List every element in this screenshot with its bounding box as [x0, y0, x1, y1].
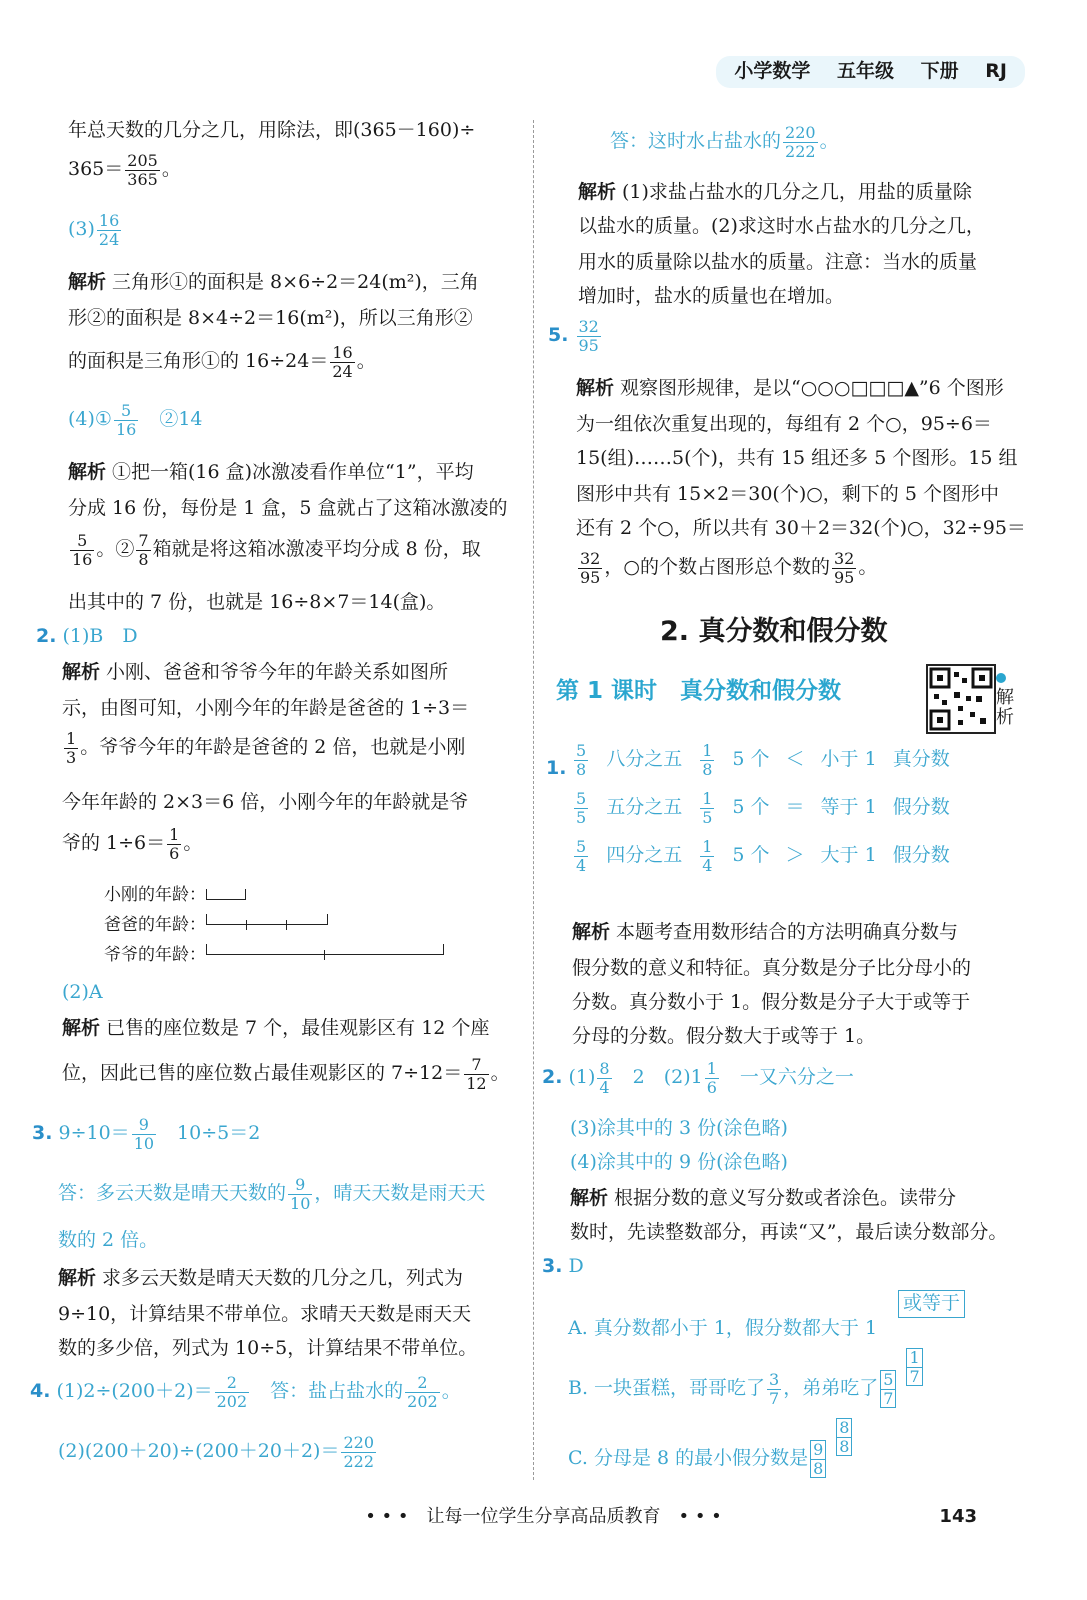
analysis: 解析 (1)求盐占盐水的几分之几，用盐的质量除: [578, 181, 972, 203]
analysis: 解析 小刚、爸爸和爷爷今年的年龄关系如图所: [62, 661, 449, 683]
analysis: 解析 本题考查用数形结合的方法明确真分数与: [572, 921, 959, 943]
option-b: B. 一块蛋糕，哥哥吃了 $\frac{3}{7}$ ，弟弟吃了 $\frac{5}{7}$ $\frac{1}{7}$: [568, 1370, 925, 1408]
line: 分成 16 份，每份是 1 盒，5 盒就占了这箱冰激凌的: [68, 497, 508, 519]
line: 示，由图可知，小刚今年的年龄是爸爸的 1÷3＝: [62, 697, 470, 719]
answer: (4)① $\frac{5}{16}$ ②14: [68, 401, 203, 439]
line: 9÷10，计算结果不带单位。求晴天天数是雨天天: [58, 1303, 472, 1325]
analysis: 解析 ①把一箱(16 盒)冰激凌看作单位“1”，平均: [68, 461, 474, 483]
line: $\frac{1}{3}$ 。爷爷今年的年龄是爸爸的 2 倍，也就是小刚: [66, 729, 466, 767]
analysis: 解析 求多云天数是晴天天数的几分之几，列式为: [58, 1267, 464, 1289]
line: 出其中的 7 份，也就是 16÷8×7＝14(盒)。: [68, 591, 446, 613]
question-1-number: 1.: [546, 757, 567, 779]
fraction-table: [572, 742, 966, 874]
line: 数时，先读整数部分，再读“又”，最后读分数部分。: [570, 1221, 1008, 1243]
qr-code-icon[interactable]: [926, 664, 996, 734]
table-row: $\frac{5}{5}$ 五分之五 $\frac{1}{5}$ 5 个 ＝ 等于 1 假分数: [576, 789, 950, 827]
line: 爷的 1÷6＝ $\frac{1}{6}$ 。: [62, 825, 203, 863]
footer-slogan: • • • 让每一位学生分享高品质教育 • • •: [365, 1506, 722, 1527]
line: 形②的面积是 8×4÷2＝16(m²)，所以三角形②: [68, 307, 473, 329]
table-row: $\frac{5}{8}$ 八分之五 $\frac{1}{8}$ 5 个 ＜ 小于 1 真分数: [576, 741, 950, 779]
answer: (3) $\frac{16}{24}$: [68, 211, 120, 249]
page-number: 143: [939, 1506, 977, 1527]
analysis: 解析 已售的座位数是 7 个，最佳观影区有 12 个座: [62, 1017, 490, 1039]
question-2: 2. (1)B D: [36, 625, 138, 647]
question-3-right: 3. D: [542, 1255, 584, 1277]
question-2-right: 2. (1) $\frac{8}{4}$ 2 (2)1 $\frac{1}{6}$ 一又六分之一: [542, 1059, 854, 1097]
analysis: 解析 根据分数的意义写分数或者涂色。读带分: [570, 1187, 957, 1209]
header-volume: 下册: [920, 60, 959, 82]
line: 年总天数的几分之几，用除法，即(365－160)÷: [68, 119, 476, 141]
answer: 数的 2 倍。: [58, 1229, 159, 1251]
line: 为一组依次重复出现的，每组有 2 个○，95÷6＝: [576, 413, 992, 435]
line: $\frac{32}{95}$ ，○的个数占图形总个数的 $\frac{32}{95}$ 。: [580, 549, 878, 587]
line: 还有 2 个○，所以共有 30＋2＝32(个)○，32÷95＝: [576, 517, 1026, 539]
line: 今年年龄的 2×3＝6 倍，小刚今年的年龄就是爷: [62, 791, 469, 813]
line: 的面积是三角形①的 16÷24＝ $\frac{16}{24}$ 。: [68, 343, 376, 381]
line: 以盐水的质量。(2)求这时水占盐水的几分之几，: [578, 215, 985, 237]
header-grade: 五年级: [837, 60, 895, 82]
answer: (2)A: [62, 981, 103, 1003]
header-subject: 小学数学: [734, 60, 811, 82]
qr-label: 解析: [996, 668, 1016, 727]
line: 位，因此已售的座位数占最佳观影区的 7÷12＝ $\frac{7}{12}$ 。: [62, 1055, 510, 1093]
header-banner: [716, 56, 1025, 88]
table-row: $\frac{5}{4}$ 四分之五 $\frac{1}{4}$ 5 个 ＞ 大于 1 假分数: [576, 837, 950, 875]
line: 15(组)……5(个)，共有 15 组还多 5 个图形。15 组: [576, 447, 1018, 469]
question-4: 4. (1)2÷(200＋2)＝ $\frac{2}{202}$ 答：盐占盐水的 $\frac{2}{202}$ 。: [30, 1373, 461, 1411]
age-diagram-yeye: 爷爷的年龄：: [104, 944, 444, 967]
age-diagram-baba: 爸爸的年龄：: [104, 914, 328, 937]
answer: (3)涂其中的 3 份(涂色略): [570, 1117, 788, 1139]
line: 用水的质量除以盐水的质量。注意：当水的质量: [578, 251, 978, 273]
question-5: 5. $\frac{32}{95}$: [548, 317, 599, 355]
line: $\frac{5}{16}$ 。② $\frac{7}{8}$ 箱就是将这箱冰激凌平均分成 8 份，取: [72, 531, 481, 569]
option-c: C. 分母是 8 的最小假分数是 $\frac{9}{8}$ $\frac{8}{8}$: [568, 1440, 854, 1478]
analysis: 解析 三角形①的面积是 8×6÷2＝24(m²)，三角: [68, 271, 479, 293]
line: 图形中共有 15×2＝30(个)○，剩下的 5 个图形中: [576, 483, 999, 505]
line: 增加时，盐水的质量也在增加。: [578, 285, 845, 307]
column-divider: [533, 120, 534, 1480]
analysis: 解析 观察图形规律，是以“○○○□□□▲”6 个图形: [576, 377, 1004, 399]
lesson-title: 第 1 课时 真分数和假分数: [556, 678, 842, 704]
answer: (2)(200＋20)÷(200＋20＋2)＝ $\frac{220}{222}$: [58, 1433, 375, 1471]
section-title: 2. 真分数和假分数: [660, 616, 888, 647]
line: 数的多少倍，列式为 10÷5，计算结果不带单位。: [58, 1337, 478, 1359]
line: 分数。真分数小于 1。假分数是分子大于或等于: [572, 991, 971, 1013]
option-a: A. 真分数都小于 1，假分数都大于 1 或等于: [568, 1316, 877, 1342]
question-3: 3. 9÷10＝ $\frac{9}{10}$ 10÷5＝2: [32, 1115, 261, 1153]
answer: 答：这时水占盐水的 $\frac{220}{222}$ 。: [610, 123, 839, 161]
age-diagram-xiaogang: 小刚的年龄：: [104, 884, 246, 907]
line: 365＝ $\frac{205}{365}$ 。: [68, 151, 181, 189]
header-edition: RJ: [985, 60, 1007, 82]
line: 分母的分数。假分数大于或等于 1。: [572, 1025, 876, 1047]
answer: (4)涂其中的 9 份(涂色略): [570, 1151, 788, 1173]
answer: 答：多云天数是晴天天数的 $\frac{9}{10}$ ，晴天天数是雨天天: [58, 1175, 486, 1213]
line: 假分数的意义和特征。真分数是分子比分母小的: [572, 957, 972, 979]
